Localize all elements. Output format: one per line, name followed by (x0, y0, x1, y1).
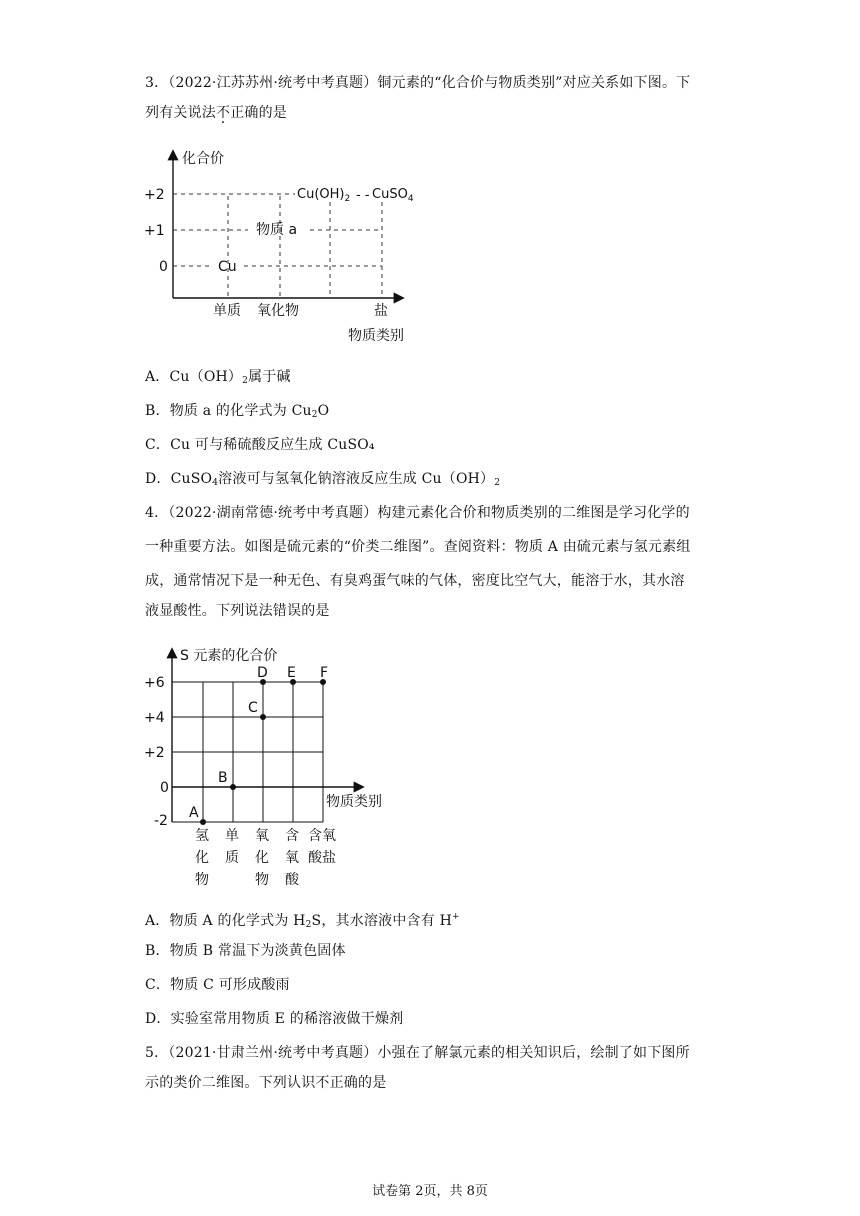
q4-x-cat-oxide-2: 化 (255, 850, 269, 866)
q5-stem-line2: 示的类价二维图。下列认识不正确的是 (145, 1075, 387, 1091)
q3-x-cat-oxide: 氧化物 (257, 303, 299, 319)
q4-option-d: D．实验室常用物质 E 的稀溶液做干燥剂 (145, 1011, 404, 1027)
q3-stem-line2 (145, 103, 287, 123)
q4-stem-line2: 一种重要方法。如图是硫元素的“价类二维图”。查阅资料：物质 A 由硫元素与氢元素组 (145, 539, 691, 555)
q3-y-tick-0: 0 (159, 259, 168, 275)
page-footer: 试卷第 2页，共 8页 (372, 1184, 488, 1199)
q4-x-cat-oxysalt-1: 含氧 (308, 828, 336, 844)
q4-point-e-label: E (287, 665, 296, 681)
q3-point-substance-a: 物质 a (256, 222, 298, 238)
q4-y-axis-title: S 元素的化合价 (180, 648, 278, 664)
q4-x-axis-title: 物质类别 (326, 794, 382, 810)
q4-y-tick-plus4: +4 (144, 710, 165, 726)
q3-y-tick-plus1: +1 (144, 223, 165, 239)
q4-x-cat-oxyacid-1: 含 (285, 828, 299, 844)
q3-x-axis-title: 物质类别 (348, 328, 404, 344)
q3-option-b: B．物质 a 的化学式为 $Cu_2O$ (145, 403, 330, 420)
q3-stem-text: 列有关说法 (145, 105, 216, 121)
q4-point-b-label: B (218, 770, 228, 786)
q4-x-cat-oxide-3: 物 (255, 872, 269, 888)
q4-point-a-dot (200, 819, 206, 825)
q3-option-d: D．CuSO$_4$溶液可与氢氧化钠溶液反应生成 $Cu(OH)_2$ (145, 471, 501, 488)
q4-x-cat-hydride-1: 氢 (195, 828, 209, 844)
q3-point-cuso4: CuSO$_4$ (372, 187, 414, 204)
q4-x-cat-element-1: 单 (225, 828, 239, 844)
q3-x-cat-element: 单质 (213, 303, 241, 319)
q3-point-cuoh2: $Cu(OH)_2$ (297, 187, 351, 204)
q4-y-tick-0: 0 (160, 780, 169, 796)
q5-stem-line1: 5．（2021·甘肃兰州·统考中考真题）小强在了解氯元素的相关知识后，绘制了如下图所 (145, 1045, 690, 1061)
q3-copper-valence-chart (140, 140, 440, 350)
q3-option-a: A．$Cu(OH)_2$属于碱 (145, 369, 291, 386)
q3-stem-line1: 3．（2022·江苏苏州·统考中考真题）铜元素的“化合价与物质类别”对应关系如下图。下 (145, 75, 691, 91)
q3-stem-text-end: 正确的是 (230, 105, 288, 121)
q4-x-cat-oxide-1: 氧 (255, 828, 269, 844)
q3-dash-connector: - - (356, 188, 370, 203)
q4-sulfur-valence-chart (140, 640, 400, 892)
q4-x-cat-element-2: 质 (225, 850, 239, 866)
q4-stem-line4: 液显酸性。下列说法错误的是 (145, 603, 330, 619)
q3-y-tick-plus2: +2 (144, 187, 165, 203)
q3-y-axis-title: 化合价 (182, 151, 224, 167)
q4-option-c: C．物质 C 可形成酸雨 (145, 977, 290, 993)
q3-point-cu: Cu (218, 259, 237, 275)
q4-point-b-dot (230, 784, 236, 790)
q4-stem-line3: 成，通常情况下是一种无色、有臭鸡蛋气味的气体，密度比空气大，能溶于水，其水溶 (145, 573, 685, 589)
q4-x-cat-hydride-2: 化 (195, 850, 209, 866)
q4-stem-line1: 4．（2022·湖南常德·统考中考真题）构建元素化合价和物质类别的二维图是学习化学的 (145, 505, 690, 521)
q4-y-tick-plus6: +6 (144, 675, 165, 691)
q4-x-cat-oxysalt-2: 酸盐 (308, 850, 336, 866)
q4-option-b: B．物质 B 常温下为淡黄色固体 (145, 943, 346, 959)
q3-emphasis-mark: 不 (216, 105, 231, 121)
q4-y-tick-plus2: +2 (144, 745, 165, 761)
q4-point-c-dot (260, 714, 266, 720)
q4-y-tick-minus2: -2 (154, 813, 168, 829)
q4-point-a-label: A (189, 805, 199, 821)
q3-x-cat-salt: 盐 (374, 303, 388, 319)
q4-x-cat-hydride-3: 物 (195, 872, 209, 888)
q4-option-a: A．物质 A 的化学式为 $H_2S$，其水溶液中含有 H+ (145, 912, 460, 930)
q4-point-c-label: C (248, 700, 258, 716)
q4-point-f-label: F (320, 665, 329, 681)
q4-x-cat-oxyacid-3: 酸 (285, 872, 299, 888)
q4-point-d-label: D (257, 665, 268, 681)
q3-option-c: C．Cu 可与稀硫酸反应生成 CuSO₄ (145, 437, 375, 453)
q4-x-cat-oxyacid-2: 氧 (285, 850, 299, 866)
